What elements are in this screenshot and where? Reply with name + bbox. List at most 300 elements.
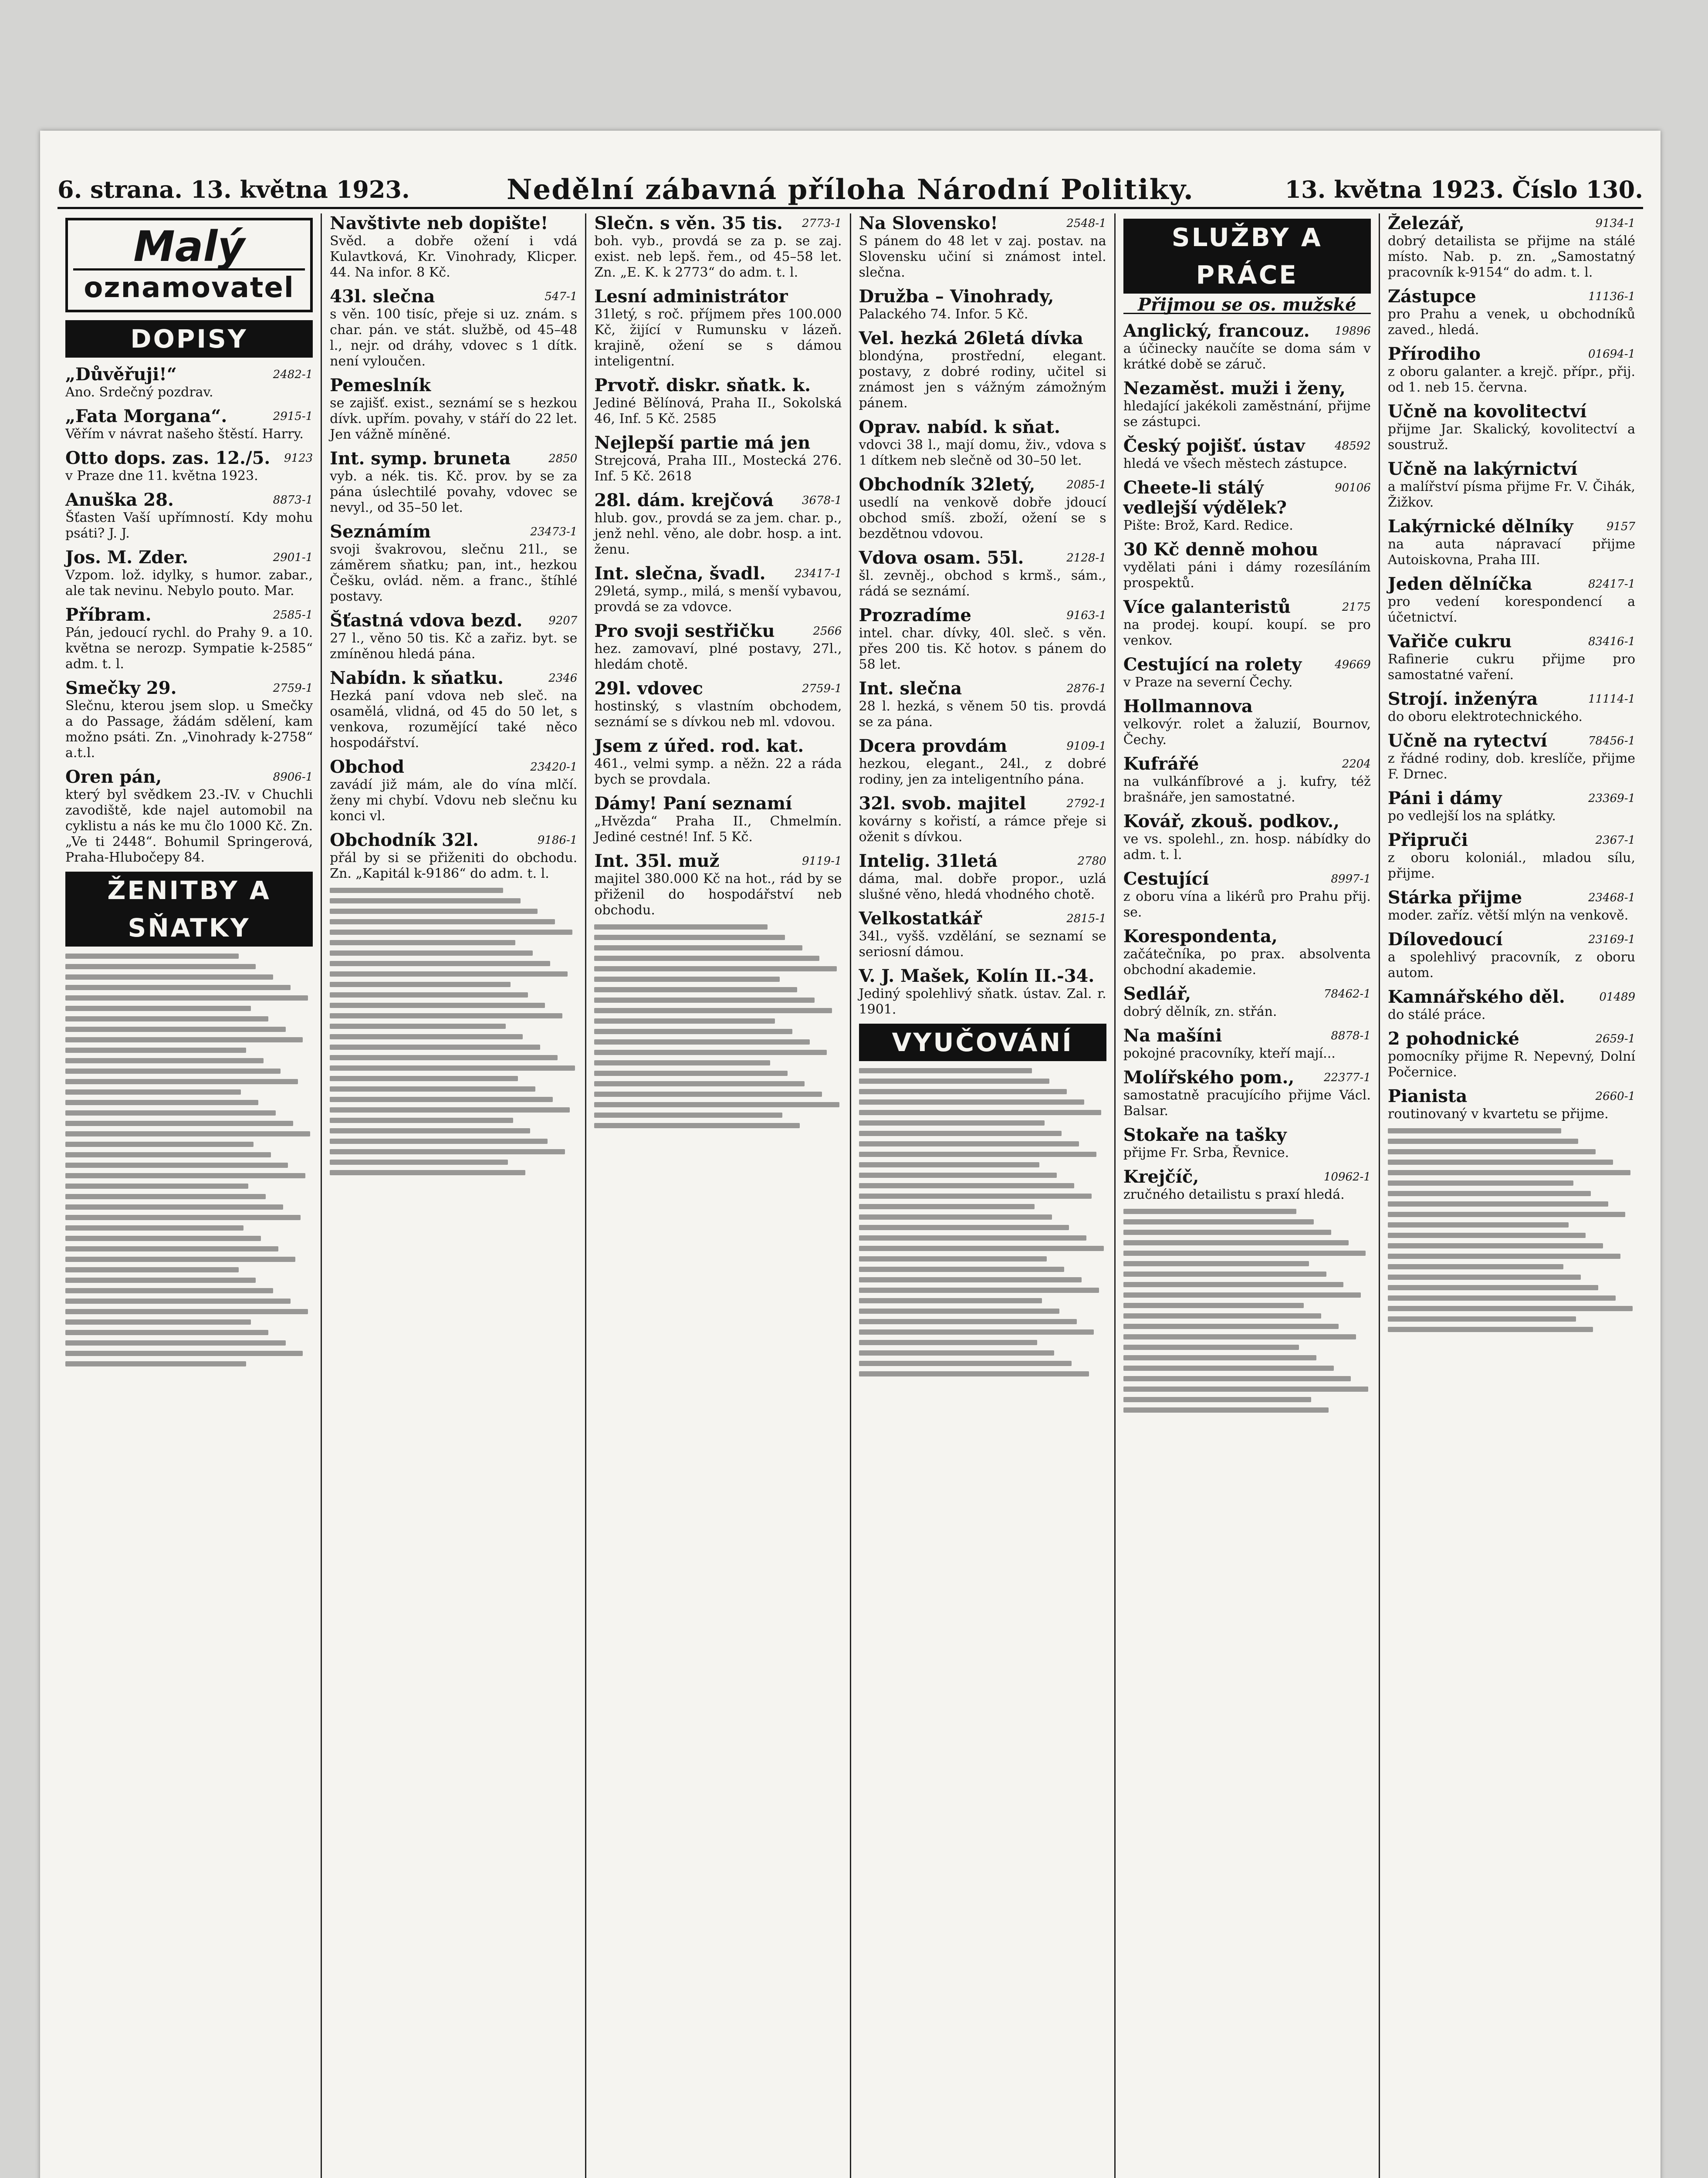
- ad-body-text: 29letá, symp., milá, s menší vybavou, provdá se za vdovce.: [594, 584, 842, 615]
- ad-heading-text: Dcera provdám: [859, 736, 1008, 756]
- ad-heading-text: Pianista: [1387, 1086, 1468, 1106]
- ad-heading: [1388, 459, 1635, 479]
- classified-ad: [65, 605, 313, 672]
- ad-heading: [330, 375, 577, 396]
- ad-heading: [594, 564, 842, 584]
- ads-list: [594, 213, 842, 918]
- classified-ad: [1123, 812, 1371, 863]
- ad-body-text: S pánem do 48 let v zaj. postav. na Slovensku učiní si známost intel. slečna.: [859, 233, 1106, 280]
- ad-heading: [330, 757, 577, 777]
- ad-body-text: z oboru galanter. a krejč. přípr., přij. od 1. neb 15. června.: [1387, 364, 1636, 395]
- ad-body-text: 31letý, s roč. příjmem přes 100.000 Kč, žijící v Rumunsku v lázeň. krajině, ožení se s dámou inteligentní.: [594, 307, 842, 369]
- ad-body-text: a malířství písma přijme Fr. V. Čihák, Žižkov.: [1387, 479, 1636, 510]
- text-line-placeholder: [1388, 1285, 1598, 1290]
- text-line-placeholder: [859, 1298, 1042, 1303]
- ad-heading: [1388, 287, 1635, 307]
- ad-body-text: šl. zevněj., obchod s krmš., sám., rádá se seznámí.: [859, 568, 1106, 599]
- ad-reference-code: 9119-1: [802, 855, 842, 868]
- ad-reference-code: 9123: [284, 452, 313, 465]
- text-line-placeholder: [1388, 1170, 1630, 1175]
- text-line-placeholder: [330, 1065, 575, 1071]
- ad-body-text: Rafinerie cukru přijme pro samostatné vaření.: [1387, 652, 1636, 683]
- text-line-placeholder: [859, 1131, 1062, 1136]
- ad-heading: [594, 736, 842, 756]
- text-line-placeholder: [330, 1170, 525, 1175]
- ad-heading-text: Nabídn. k sňatku.: [330, 668, 504, 688]
- classified-ad: [1123, 436, 1371, 472]
- logo-line-1: Malý: [133, 222, 245, 271]
- ad-heading-text: Český pojišť. ústav: [1123, 436, 1305, 456]
- ad-body-text: pokojné pracovníky, kteří mají...: [1123, 1046, 1336, 1061]
- classified-ad: [330, 449, 577, 516]
- text-line-placeholder: [594, 966, 837, 971]
- ad-heading: [859, 851, 1106, 871]
- ad-heading: [65, 767, 313, 787]
- ad-heading-text: Cestující na rolety: [1123, 654, 1302, 675]
- ad-body-text: z řádné rodiny, dob. kreslíče, přijme F. Drnec.: [1387, 751, 1636, 782]
- text-line-placeholder: [65, 1236, 261, 1241]
- ad-body-text: na auta nápravací přijme Autoiskovna, Praha III.: [1387, 537, 1636, 568]
- classified-ad: [594, 433, 842, 484]
- classified-ad: [859, 475, 1106, 542]
- page-title: Nedělní zábavná příloha Národní Politiky.: [507, 173, 1194, 206]
- text-line-placeholder: [1388, 1222, 1569, 1228]
- ad-body-text: přijme Jar. Skalický, kovolitectví a soustruž.: [1387, 422, 1636, 453]
- text-line-placeholder: [1388, 1149, 1596, 1154]
- ad-reference-code: 01489: [1599, 991, 1636, 1004]
- filler-text: [330, 888, 577, 1175]
- ad-body-text: do oboru elektrotechnického.: [1387, 709, 1583, 724]
- text-line-placeholder: [330, 1055, 558, 1060]
- text-line-placeholder: [330, 982, 511, 987]
- ads-list: [1123, 321, 1371, 1203]
- text-line-placeholder: [65, 1319, 251, 1325]
- text-line-placeholder: [65, 1184, 248, 1189]
- column-2: [322, 213, 586, 2178]
- text-line-placeholder: [1123, 1251, 1366, 1256]
- ad-reference-code: 2085-1: [1066, 478, 1106, 491]
- text-line-placeholder: [1388, 1306, 1633, 1311]
- ad-heading: [1123, 478, 1371, 518]
- section-banner-vyucovani: VYUČOVÁNÍ: [859, 1024, 1106, 1061]
- ad-reference-code: 90106: [1335, 481, 1371, 494]
- ad-heading: [1123, 597, 1371, 617]
- ad-heading: [1388, 1086, 1635, 1106]
- classified-ad: [65, 365, 313, 400]
- ad-reference-code: 8873-1: [273, 494, 313, 507]
- ad-heading-text: Jeden dělníčka: [1387, 574, 1532, 594]
- ad-heading: [330, 522, 577, 542]
- ad-body-text: dobrý detailista se přijme na stálé místo. Nab. p. zn. „Samostatný pracovník k-9154“ do adm. t. l.: [1387, 233, 1636, 280]
- text-line-placeholder: [1123, 1366, 1334, 1371]
- ad-heading-text: Šťastná vdova bezd.: [330, 610, 523, 631]
- text-line-placeholder: [1123, 1261, 1309, 1266]
- text-line-placeholder: [65, 1037, 303, 1042]
- classified-ad: [330, 287, 577, 369]
- text-line-placeholder: [594, 977, 780, 982]
- ad-body-text: „Hvězda“ Praha II., Chmelmín. Jediné cestné! Inf. 5 Kč.: [594, 814, 842, 845]
- classified-ad: [1388, 1086, 1635, 1122]
- text-line-placeholder: [1123, 1230, 1331, 1235]
- ad-body-text: vyb. a nék. tis. Kč. prov. by se za pána úslechtilé povahy, vdovec se nevyl., od 35–50 let.: [330, 469, 578, 515]
- ad-heading: [65, 406, 313, 426]
- ad-heading: [1123, 436, 1371, 456]
- classified-ad: [1123, 1125, 1371, 1161]
- ad-body-text: z oboru vína a likérů pro Prahu přij. se.: [1123, 889, 1371, 920]
- text-line-placeholder: [330, 1160, 508, 1165]
- ad-heading: [594, 375, 842, 396]
- text-line-placeholder: [859, 1246, 1104, 1251]
- ad-heading-text: Anglický, francouz.: [1123, 321, 1310, 341]
- ad-heading: [859, 287, 1106, 307]
- text-line-placeholder: [330, 1045, 540, 1050]
- ad-body-text: do stálé práce.: [1387, 1007, 1486, 1022]
- classified-ad: [1388, 574, 1635, 626]
- ad-reference-code: 8997-1: [1331, 873, 1371, 886]
- classified-ad: [1123, 597, 1371, 649]
- ad-heading-text: Lakýrnické dělníky: [1387, 516, 1573, 537]
- text-line-placeholder: [859, 1194, 1092, 1199]
- text-line-placeholder: [1388, 1254, 1620, 1259]
- classified-ad: [1123, 697, 1371, 748]
- text-line-placeholder: [65, 1173, 305, 1178]
- ad-heading-text: Cheete-li stálý vedlejší výdělek?: [1123, 477, 1287, 518]
- ad-heading-text: Jos. M. Zder.: [65, 547, 189, 568]
- ad-body-text: 27 l., věno 50 tis. Kč a zařiz. byt. se zmíněnou hledá pána.: [330, 631, 578, 662]
- ad-reference-code: 2792-1: [1066, 797, 1106, 810]
- classified-ad: [594, 679, 842, 730]
- ad-heading-text: Obchodník 32l.: [330, 830, 479, 850]
- text-line-placeholder: [330, 961, 550, 966]
- text-line-placeholder: [1123, 1282, 1344, 1287]
- classified-ad: [859, 851, 1106, 903]
- text-line-placeholder: [594, 945, 802, 950]
- text-line-placeholder: [65, 1204, 283, 1210]
- ad-body-text: zručného detailistu s praxí hledá.: [1123, 1187, 1345, 1202]
- classified-ad: [859, 966, 1106, 1018]
- ad-body-text: kovárny s kořistí, a rámce přeje si oženit s dívkou.: [859, 814, 1106, 845]
- ad-body-text: hlub. gov., provdá se za jem. char. p., jenž nehl. věno, ale dobr. hosp. a int. ženu.: [594, 511, 842, 557]
- ad-body-text: Palackého 74. Infor. 5 Kč.: [859, 307, 1028, 322]
- filler-text: [859, 1068, 1106, 1376]
- ad-body-text: velkovýr. rolet a žaluzií, Bournov, Čechy.: [1123, 717, 1371, 747]
- classified-ad: [1388, 987, 1635, 1023]
- ad-body-text: vdovci 38 l., mají domu, živ., vdova s 1 dítkem neb slečně od 30–50 let.: [859, 437, 1106, 468]
- text-line-placeholder: [1388, 1212, 1625, 1217]
- classified-ad: [1388, 213, 1635, 281]
- ad-body-text: usedlí na venkově dobře jdoucí obchod smíš. zboží, ožení se s bezdětnou vdovou.: [859, 495, 1106, 541]
- classified-ad: [330, 830, 577, 882]
- ad-body-text: 461., velmi symp. a něžn. 22 a ráda bych se provdala.: [594, 756, 842, 787]
- ad-reference-code: 2759-1: [802, 682, 842, 695]
- ad-reference-code: 9157: [1606, 520, 1636, 533]
- classified-ad: [65, 678, 313, 761]
- text-line-placeholder: [859, 1319, 1077, 1324]
- text-line-placeholder: [1123, 1334, 1356, 1339]
- ad-heading: [1123, 540, 1371, 560]
- text-line-placeholder: [65, 1351, 303, 1356]
- ad-heading-text: Otto dops. zas. 12./5.: [65, 448, 271, 468]
- ad-body-text: 28 l. hezká, s věnem 50 tis. provdá se za pána.: [859, 699, 1106, 730]
- ad-heading-text: Cestující: [1123, 869, 1209, 889]
- text-line-placeholder: [594, 1008, 832, 1013]
- ad-heading-text: 28l. dám. krejčová: [594, 490, 774, 511]
- classified-ad: [859, 794, 1106, 845]
- ad-reference-code: 2780: [1077, 855, 1106, 868]
- text-line-placeholder: [330, 1024, 505, 1029]
- classified-ad: [859, 417, 1106, 469]
- ad-heading: [1388, 987, 1635, 1007]
- ad-body-text: hostinský, s vlastním obchodem, seznámí se s dívkou neb ml. vdovou.: [594, 699, 842, 730]
- classified-ad: [859, 909, 1106, 960]
- ad-reference-code: 2915-1: [273, 410, 313, 423]
- text-line-placeholder: [330, 992, 528, 998]
- ad-body-text: a spolehlivý pracovník, z oboru autom.: [1387, 950, 1636, 981]
- text-line-placeholder: [330, 1139, 548, 1144]
- classified-ad: [859, 328, 1106, 411]
- ad-heading-text: Hollmannova: [1123, 696, 1253, 717]
- ad-body-text: z oboru koloniál., mladou sílu, přijme.: [1387, 850, 1636, 881]
- ad-heading-text: 32l. svob. majitel: [859, 793, 1026, 814]
- ad-heading-text: Int. 35l. muž: [594, 851, 720, 871]
- ad-reference-code: 19896: [1335, 325, 1371, 338]
- text-line-placeholder: [594, 924, 768, 930]
- classified-ad: [859, 213, 1106, 281]
- ad-body-text: 34l., vyšš. vzdělání, se seznamí se seriosní dámou.: [859, 929, 1106, 960]
- ad-heading-text: Strojí. inženýra: [1387, 689, 1538, 709]
- ad-heading-text: Přírodiho: [1387, 344, 1481, 364]
- classified-ad: [594, 564, 842, 615]
- text-line-placeholder: [859, 1361, 1072, 1366]
- ad-heading: [859, 475, 1106, 495]
- ad-body-text: pomocníky přijme R. Nepevný, Dolní Počernice.: [1387, 1049, 1636, 1080]
- ad-reference-code: 2566: [813, 625, 842, 638]
- ad-reference-code: 78456-1: [1588, 734, 1636, 747]
- filler-text: [594, 924, 842, 1128]
- classified-ad: [1388, 517, 1635, 568]
- ad-body-text: hledá ve všech městech zástupce.: [1123, 456, 1347, 471]
- ad-reference-code: 2346: [548, 672, 578, 685]
- text-line-placeholder: [1123, 1376, 1351, 1381]
- ad-heading-text: Na mašíni: [1123, 1025, 1222, 1046]
- text-line-placeholder: [65, 1048, 246, 1053]
- ad-reference-code: 48592: [1335, 440, 1371, 453]
- ad-heading-text: 30 Kč denně mohou: [1123, 539, 1319, 560]
- ad-reference-code: 8906-1: [273, 771, 313, 784]
- ad-heading: [1123, 655, 1371, 675]
- ad-heading-text: „Důvěřuji!“: [65, 364, 177, 385]
- ad-heading-text: Anuška 28.: [65, 490, 174, 510]
- text-line-placeholder: [330, 1128, 530, 1133]
- ad-heading-text: Nezaměst. muži i ženy,: [1123, 378, 1346, 399]
- text-line-placeholder: [1388, 1264, 1563, 1269]
- text-line-placeholder: [1388, 1180, 1573, 1186]
- text-line-placeholder: [1123, 1292, 1361, 1298]
- ad-heading-text: 29l. vdovec: [594, 678, 703, 699]
- ad-heading-text: Páni i dámy: [1387, 788, 1502, 808]
- text-line-placeholder: [330, 930, 572, 935]
- ad-body-text: dáma, mal. dobře propor., uzlá slušné věno, hledá vhodného chotě.: [859, 871, 1106, 902]
- classified-ad: [65, 448, 313, 484]
- ad-body-text: intel. char. dívky, 40l. sleč. s věn. přes 200 tis. Kč hotov. s pánem do 58 let.: [859, 626, 1106, 672]
- ad-body-text: samostatně pracujícího přijme Václ. Balsar.: [1123, 1088, 1371, 1119]
- classified-ad: [594, 287, 842, 369]
- text-line-placeholder: [859, 1173, 1057, 1178]
- column-3: [586, 213, 851, 2178]
- text-line-placeholder: [594, 987, 797, 992]
- ad-heading: [594, 851, 842, 871]
- ad-heading-text: Stokaře na tašky: [1123, 1125, 1287, 1145]
- ad-reference-code: 2548-1: [1066, 217, 1106, 230]
- ad-heading-text: Obchodník 32letý,: [859, 474, 1035, 495]
- text-line-placeholder: [1388, 1191, 1591, 1196]
- text-line-placeholder: [1123, 1272, 1326, 1277]
- ads-list: [330, 213, 577, 882]
- text-line-placeholder: [859, 1120, 1045, 1126]
- ad-heading-text: Zástupce: [1387, 286, 1476, 307]
- ad-reference-code: 11114-1: [1588, 693, 1636, 706]
- text-line-placeholder: [65, 1257, 295, 1262]
- text-line-placeholder: [859, 1214, 1052, 1220]
- ad-reference-code: 82417-1: [1588, 578, 1636, 591]
- text-line-placeholder: [859, 1099, 1084, 1105]
- classified-ad: [859, 605, 1106, 673]
- ad-heading: [1388, 689, 1635, 709]
- text-line-placeholder: [65, 1330, 268, 1335]
- text-line-placeholder: [330, 909, 538, 914]
- ad-body-text: Věřím v návrat našeho štěstí. Harry.: [65, 426, 304, 442]
- ad-body-text: Pište: Brož, Kard. Redice.: [1123, 518, 1293, 533]
- ad-body-text: přál by si se přiženiti do obchodu. Zn. „Kapitál k-9186“ do adm. t. l.: [330, 850, 578, 881]
- classified-ad: [1123, 540, 1371, 591]
- ad-heading-text: Intelig. 31letá: [859, 851, 998, 871]
- classified-ad: [1388, 788, 1635, 824]
- text-line-placeholder: [1123, 1407, 1329, 1413]
- ad-heading-text: Připruči: [1387, 830, 1468, 850]
- classified-ad: [1388, 402, 1635, 453]
- text-line-placeholder: [1123, 1324, 1339, 1329]
- text-line-placeholder: [594, 1081, 805, 1086]
- ad-heading-text: Prozradíme: [859, 605, 971, 626]
- text-line-placeholder: [1388, 1295, 1616, 1301]
- text-line-placeholder: [65, 1142, 254, 1147]
- ad-heading: [594, 490, 842, 511]
- ad-reference-code: 9207: [548, 614, 578, 627]
- ad-heading-text: V. J. Mašek, Kolín II.-34.: [859, 966, 1095, 986]
- text-line-placeholder: [65, 1215, 301, 1220]
- text-line-placeholder: [859, 1340, 1037, 1345]
- ad-body-text: s věn. 100 tisíc, přeje si uz. znám. s char. pán. ve stát. službě, od 45–48 l., nejr. od dráhy, vdovec s 1 dítk. není vyloučen.: [330, 307, 578, 369]
- ad-heading-text: Obchod: [330, 757, 405, 777]
- text-line-placeholder: [330, 971, 567, 977]
- ad-body-text: začátečníka, po prax. absolventa obchodní akademie.: [1123, 947, 1371, 977]
- ad-heading: [1388, 1029, 1635, 1049]
- ad-heading: [1123, 984, 1371, 1004]
- ad-heading-text: Smečky 29.: [65, 678, 177, 698]
- ad-reference-code: 8878-1: [1331, 1029, 1371, 1042]
- ad-body-text: přijme Fr. Srba, Řevnice.: [1123, 1145, 1289, 1160]
- ad-heading: [859, 794, 1106, 814]
- text-line-placeholder: [65, 1110, 276, 1116]
- text-line-placeholder: [594, 1018, 775, 1024]
- classified-ad: [1388, 731, 1635, 782]
- ad-heading: [1388, 830, 1635, 850]
- ad-heading-text: Sedlář,: [1123, 984, 1191, 1004]
- ad-reference-code: 01694-1: [1588, 348, 1636, 361]
- classified-ad: [1123, 1026, 1371, 1062]
- ad-heading-text: Nejlepší partie má jen: [594, 433, 811, 453]
- ad-heading-text: Kamnářského děl.: [1387, 987, 1565, 1007]
- ad-body-text: hledající jakékoli zaměstnání, přijme se zástupci.: [1123, 399, 1371, 430]
- text-line-placeholder: [859, 1141, 1079, 1146]
- ad-body-text: na vulkánfíbrové a j. kufry, též brašnáře, jen samostatné.: [1123, 774, 1371, 805]
- text-line-placeholder: [330, 1149, 565, 1154]
- classified-ad: [1388, 632, 1635, 683]
- ad-heading: [1123, 321, 1371, 341]
- ad-reference-code: 23473-1: [530, 525, 578, 538]
- maly-oznamovatel-logo: [65, 218, 313, 312]
- text-line-placeholder: [65, 1121, 293, 1126]
- page-issue-number: 13. května 1923. Číslo 130.: [1285, 176, 1643, 203]
- classified-ad: [594, 736, 842, 788]
- ad-heading-text: Oprav. nabíd. k sňat.: [859, 417, 1060, 437]
- ad-heading: [594, 213, 842, 233]
- filler-text: [1388, 1128, 1635, 1332]
- classified-ad: [1388, 287, 1635, 338]
- text-line-placeholder: [1388, 1233, 1586, 1238]
- text-line-placeholder: [859, 1110, 1102, 1115]
- ad-reference-code: 2759-1: [273, 682, 313, 695]
- ad-body-text: Vzpom. lož. idylky, s humor. zabar., ale tak nevinu. Nebylo pouto. Mar.: [65, 568, 313, 599]
- ad-reference-code: 9134-1: [1595, 217, 1636, 230]
- classified-ad: [65, 767, 313, 866]
- text-line-placeholder: [330, 919, 555, 924]
- text-line-placeholder: [65, 1299, 291, 1304]
- ad-heading-text: Krejčíč,: [1123, 1167, 1199, 1187]
- ad-heading-text: Učně na lakýrnictví: [1387, 459, 1578, 479]
- ad-heading: [594, 794, 842, 814]
- text-line-placeholder: [330, 1107, 570, 1113]
- ad-heading-text: Na Slovensko!: [859, 213, 998, 233]
- classified-ad: [1123, 655, 1371, 690]
- ad-heading: [65, 448, 313, 468]
- ad-body-text: hezkou, elegant., 24l., z dobré rodiny, jen za inteligentního pána.: [859, 756, 1106, 787]
- ad-body-text: hez. zamovaví, plné postavy, 27l., hledám chotě.: [594, 641, 842, 672]
- ad-body-text: ve vs. spolehl., zn. hosp. nábídky do adm. t. l.: [1123, 832, 1371, 862]
- ad-body-text: Ano. Srdečný pozdrav.: [65, 385, 213, 400]
- ad-heading-text: Navštivte neb dopište!: [330, 213, 548, 233]
- text-line-placeholder: [1388, 1139, 1578, 1144]
- classified-ad: [1388, 1029, 1635, 1080]
- ad-body-text: Jediné Bělínová, Praha II., Sokolská 46, Inf. 5 Kč. 2585: [594, 396, 842, 426]
- text-line-placeholder: [65, 1361, 246, 1366]
- ad-heading: [65, 490, 313, 510]
- text-line-placeholder: [859, 1183, 1074, 1188]
- text-line-placeholder: [859, 1162, 1040, 1167]
- ad-heading-text: Prvotř. diskr. sňatk. k.: [594, 375, 811, 396]
- text-line-placeholder: [594, 935, 785, 940]
- ad-reference-code: 49669: [1335, 658, 1371, 671]
- classified-ad: [1123, 869, 1371, 920]
- classified-ad: [330, 522, 577, 605]
- ad-heading: [330, 449, 577, 469]
- text-line-placeholder: [1123, 1345, 1299, 1350]
- ad-heading-text: „Fata Morgana“.: [65, 406, 227, 426]
- ad-reference-code: 9186-1: [537, 834, 578, 847]
- ad-heading: [1123, 1125, 1371, 1145]
- classified-ad: [330, 611, 577, 662]
- text-line-placeholder: [859, 1267, 1065, 1272]
